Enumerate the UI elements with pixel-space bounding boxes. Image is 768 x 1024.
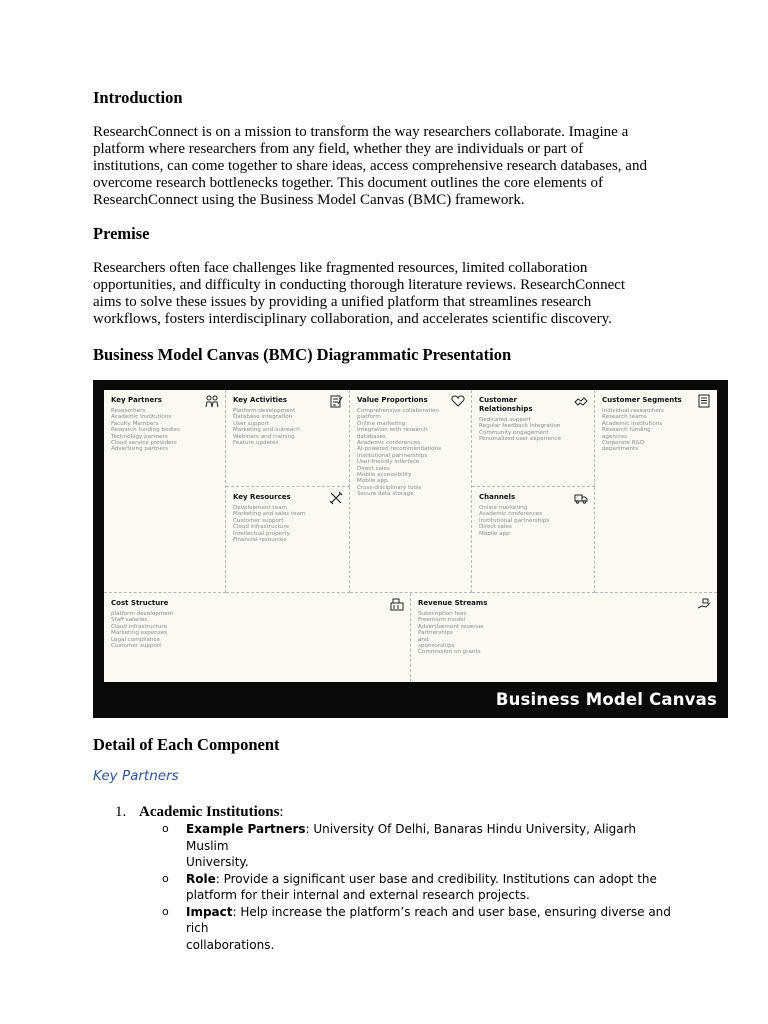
bmc-item: Academic institutions [602,420,663,427]
bmc-item: Cloud infrastructure [233,524,289,531]
paragraph-line: ResearchConnect is on a mission to transform the way researchers collaborate. Imagine a [93,124,629,140]
bmc-item: Direct sales [479,524,512,531]
bmc-item: Academic conferences [357,440,421,447]
bmc-cell-items [479,505,549,537]
bmc-item: Freemium model [418,617,466,624]
bullet-item [162,821,682,871]
bmc-item: Marketing and outreach [233,427,300,434]
bmc-cell-items [111,611,173,649]
bmc-item: Research teams [602,414,647,421]
list-number: 1. [115,804,127,820]
bmc-item: Subscription fees [418,611,467,617]
introduction-paragraph [93,124,693,209]
bullet-text-continued: platform for their internal and external research projects. [186,888,530,902]
paragraph-line: opportunities, and difficulty in conducting thorough literature reviews. ResearchConnect [93,277,626,293]
bmc-item: Online marketing [479,505,528,511]
bmc-key-activities [226,390,350,487]
bmc-item: Institutional partnerships [357,452,428,459]
bmc-item: AI-powered recommendations [357,446,442,453]
cash-register-icon [390,597,404,611]
bmc-item: Webinars and training [233,433,295,440]
bmc-revenue-streams [411,593,717,682]
bmc-item: Technology partners [111,433,168,440]
bmc-item: Staff salaries [111,617,148,624]
bmc-item: Database integration [233,414,293,421]
bmc-item: departments [602,446,639,453]
key-partners-subheading: Key Partners [93,768,179,784]
list-item-title: Academic Institutions [139,804,280,820]
bullet-list [162,821,682,953]
bmc-item: Cloud infrastructure [111,623,167,630]
numbered-list-item [115,804,284,821]
bmc-heading: Business Model Canvas (BMC) Diagrammatic Presentation [93,345,512,364]
bmc-item: Individual researchers [602,408,664,414]
bmc-item: Development team [233,505,287,511]
bmc-item: Academic Institutions [111,414,172,421]
bmc-item: Integration with research [357,427,428,434]
bmc-item: Academic conferences [479,511,543,518]
checklist-icon [329,394,343,408]
bmc-item: Mobile accessibility [357,472,412,479]
bmc-item: Community engagement [479,429,549,436]
bmc-item: Secure data storage [357,491,414,498]
bullet-label: Impact [186,904,233,919]
bmc-cell-title: Value Proportions [357,396,428,404]
bmc-cell-items [602,408,664,453]
premise-heading: Premise [93,224,150,243]
heart-icon [451,394,465,408]
bmc-item: Online marketing [357,420,406,427]
truck-icon [574,491,588,505]
bmc-item: Personalized user experience [479,436,562,443]
bullet-marker: o [162,904,169,918]
bullet-text-continued: University. [186,855,249,869]
bullet-item [162,871,682,904]
bmc-item: Mobile app [357,478,388,485]
bmc-item: Faculty Members [111,420,159,427]
bmc-item: Cloud service providers [111,440,177,447]
bmc-item: platform [357,414,381,421]
bmc-item: platform development [111,611,174,617]
bmc-item: Customer support [233,517,284,524]
bmc-item: Corporate R&D [602,440,645,447]
bmc-item: Cross-disciplinary tools [357,484,422,491]
bmc-item: User support [233,420,270,427]
premise-paragraph [93,260,693,328]
paragraph-line: Researchers often face challenges like fragmented resources, limited collaboration [93,260,588,276]
money-hand-icon [697,597,711,611]
bullet-text: : Help increase the platform’s reach and user base, ensuring diverse and rich [186,904,671,935]
bmc-cell-title: Key Resources [233,493,291,501]
paragraph-line: ResearchConnect using the Business Model Canvas (BMC) framework. [93,192,525,208]
bmc-item: Financial resources [233,537,287,544]
bullet-text: : University Of Delhi, Banaras Hindu University, Aligarh Muslim [186,822,636,853]
bmc-key-partners [104,390,226,593]
bmc-cell-items [233,408,300,446]
bmc-item: databases [357,433,386,440]
bmc-item: Regular feedback integration [479,423,561,430]
bmc-item: Dedicated support [479,417,531,423]
bmc-cell-items [357,408,441,498]
bmc-item: Customer support [111,643,162,650]
tools-icon [329,491,343,505]
bmc-item: Mobile app [479,530,510,537]
bmc-cell-items [479,417,561,443]
bullet-marker: o [162,822,169,835]
bmc-cell-title: Customer Segments [602,396,682,404]
bullet-text: : Provide a significant user base and credibility. Institutions can adopt the [215,871,657,886]
bmc-item: Intellectual property [233,530,290,537]
bmc-item: agencies [602,433,627,440]
bmc-figure [93,380,728,718]
bmc-customer-segments [595,390,717,593]
bmc-item: Commission on grants [418,649,481,656]
bmc-item: sponsorships [418,643,455,650]
bmc-item: Feature updates [233,440,279,447]
bmc-customer-relationships [472,390,595,487]
bmc-cell-title: Customer Relationships [479,396,533,413]
bmc-item: and [418,636,429,643]
list-item-colon: : [279,804,284,820]
bmc-channels [472,487,595,593]
bmc-item: Advertising partners [111,446,169,453]
bmc-item: Marketing expenses [111,630,168,637]
bmc-cell-items [111,408,180,453]
bmc-item: Institutional partnerships [479,517,550,524]
handshake-icon [574,394,588,408]
bmc-item: Researchers [111,408,146,414]
bmc-cell-title: Cost Structure [111,599,169,607]
people-icon [205,394,219,408]
bmc-cell-title: Key Partners [111,396,162,404]
bullet-marker: o [162,871,169,885]
bmc-item: Research funding bodies [111,427,180,434]
bmc-key-resources [226,487,350,593]
paragraph-line: overcome research bottlenecks together. This document outlines the core elements of [93,175,603,191]
bullet-item [162,904,682,954]
bmc-cell-items [418,611,484,656]
bullet-label: Example Partners [186,822,306,836]
bmc-item: Platform development [233,408,296,414]
bmc-footer-title: Business Model Canvas [495,690,717,709]
document-icon [697,394,711,408]
bmc-item: Legal compliance [111,636,160,643]
bullet-text-continued: collaborations. [186,937,275,952]
bmc-item: Partnerships [418,630,453,637]
bmc-cell-title: Channels [479,493,516,501]
paragraph-line: institutions, can come together to share ideas, access comprehensive research databases, and [93,158,647,174]
paragraph-line: platform where researchers from any field, whether they are individuals or part of [93,141,584,157]
bmc-item: User-friendly interface [357,459,420,466]
bmc-item: Advertisement revenue [418,623,484,630]
detail-heading: Detail of Each Component [93,735,280,754]
bmc-item: Marketing and sales team [233,511,306,518]
bmc-item: Research funding [602,427,651,434]
introduction-heading: Introduction [93,88,183,107]
paragraph-line: workflows, fosters interdisciplinary collaboration, and accelerates scientific discovery. [93,311,612,327]
bmc-value-propositions [350,390,472,593]
bullet-label: Role [186,871,216,886]
bmc-canvas [104,390,717,682]
paragraph-line: aims to solve these issues by providing a unified platform that streamlines research [93,294,592,310]
bmc-item: Direct sales [357,465,390,472]
bmc-cell-items [233,505,306,543]
bmc-cell-title: Key Activities [233,396,287,404]
bmc-cost-structure [104,593,411,682]
bmc-item: Comprehensive collaboration [357,408,439,414]
bmc-cell-title: Revenue Streams [418,599,488,607]
